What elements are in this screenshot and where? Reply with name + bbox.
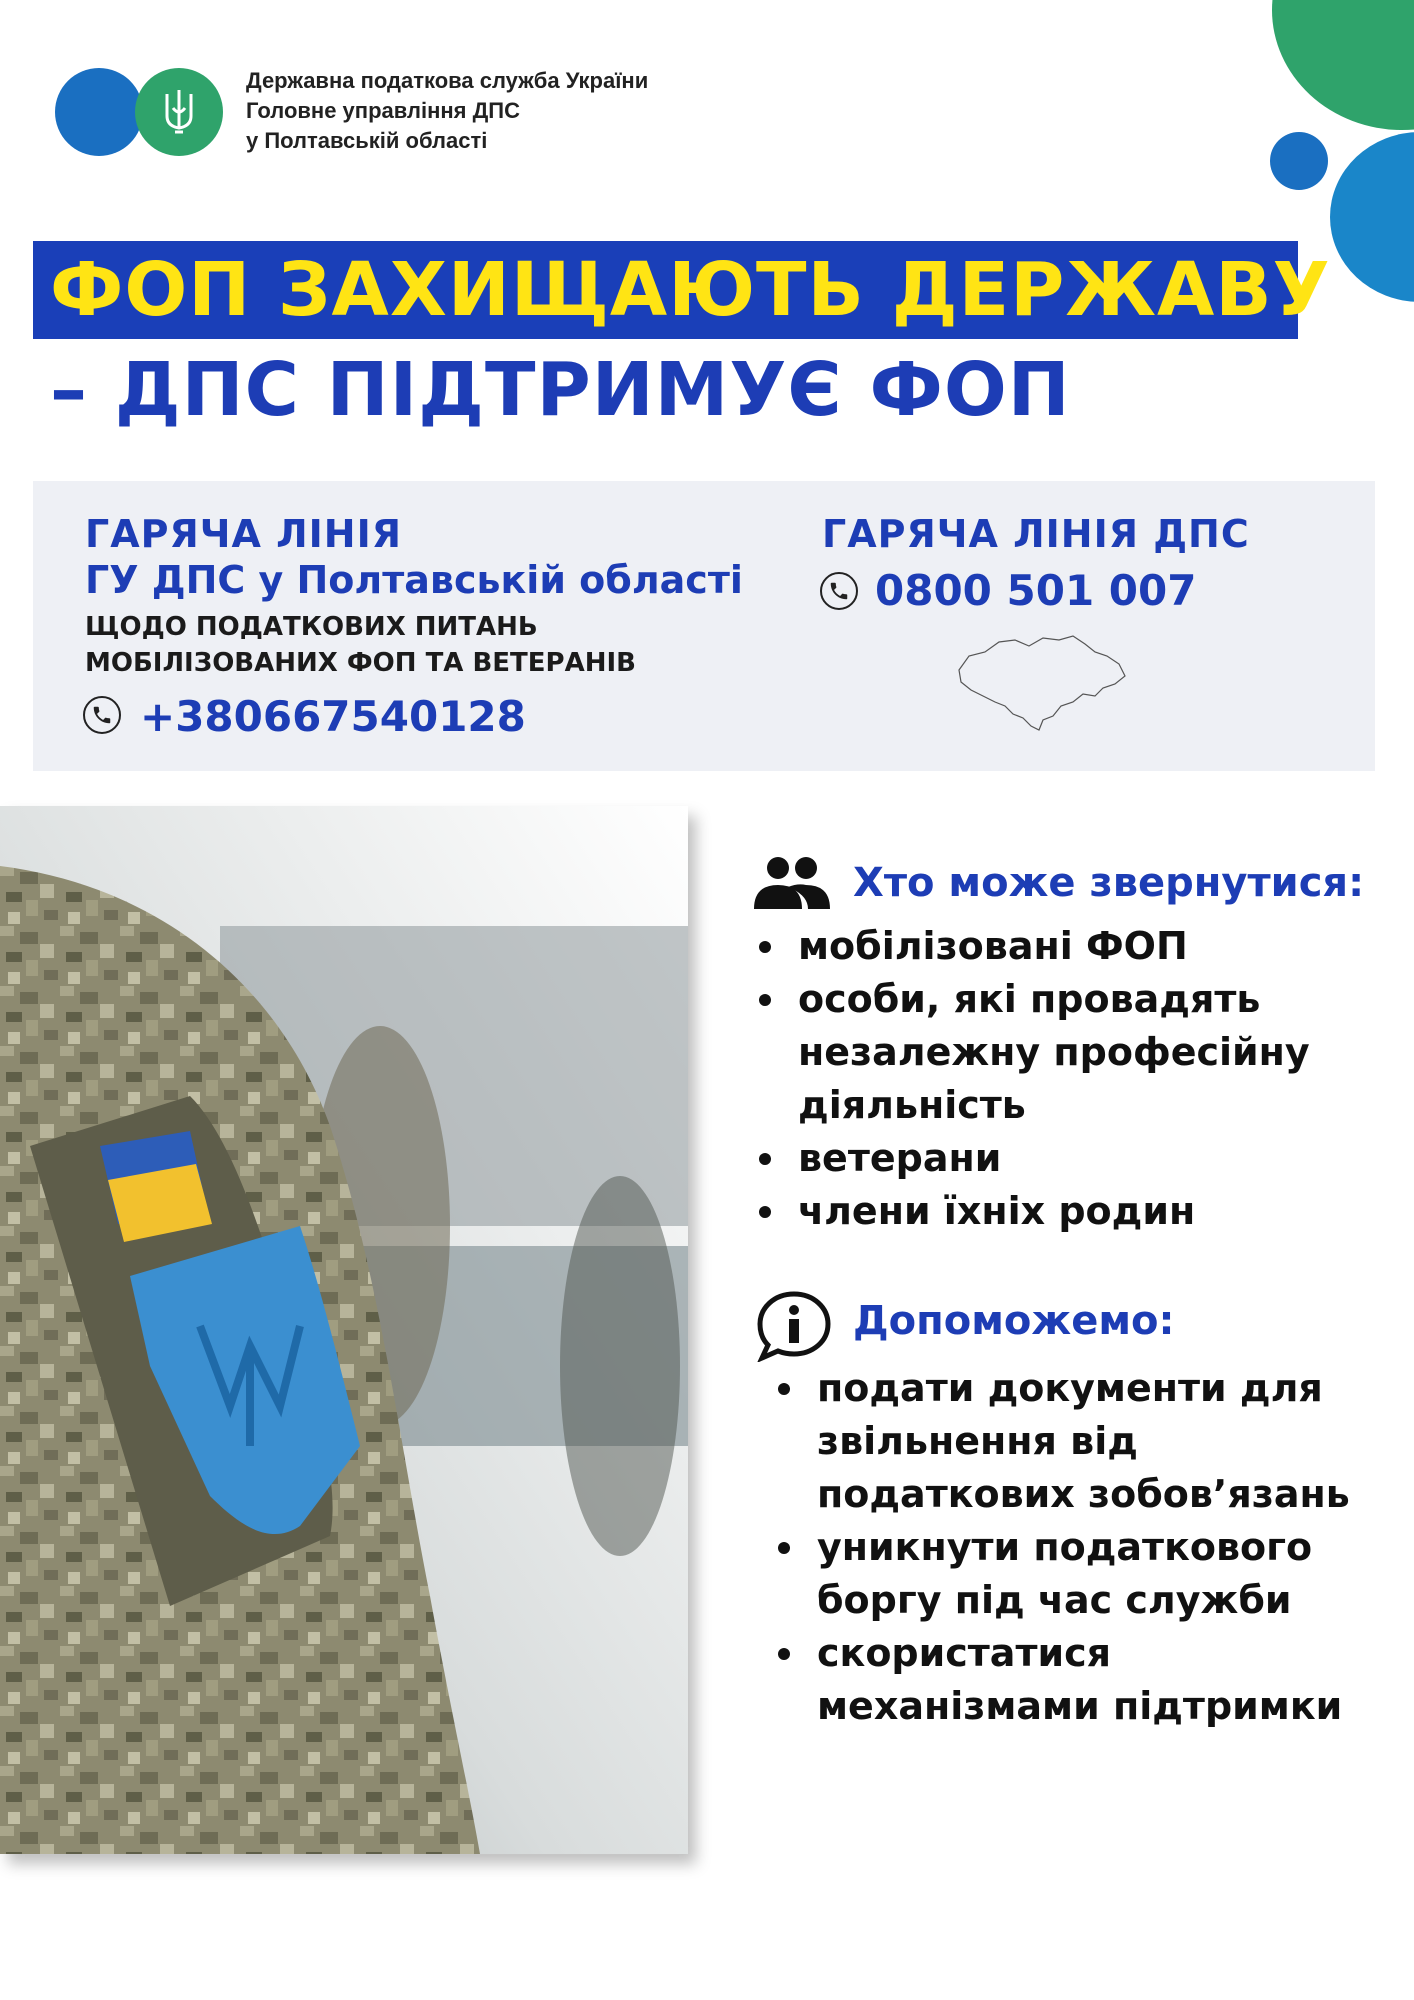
- org-line-3: у Полтавській області: [246, 128, 488, 153]
- decor-circle-blue-small: [1270, 132, 1328, 190]
- regional-hotline-phone[interactable]: +380667540128: [140, 692, 526, 741]
- decor-circle-green: [1272, 0, 1414, 130]
- list-item: члени їхніх родин: [753, 1185, 1353, 1238]
- dps-hotline-title: ГАРЯЧА ЛІНІЯ ДПС: [822, 512, 1250, 556]
- help-list: [772, 1362, 1362, 1733]
- dps-hotline-phone[interactable]: 0800 501 007: [875, 566, 1197, 615]
- org-line-1: Державна податкова служба України: [246, 68, 649, 93]
- org-name: [246, 66, 648, 156]
- who-title: Хто може звернутися:: [853, 860, 1365, 906]
- list-item: уникнути податкового боргу під час служби: [772, 1521, 1362, 1627]
- list-item: подати документи для звільнення від податкових зобов’язань: [772, 1362, 1362, 1521]
- help-title: Допоможемо:: [853, 1298, 1175, 1344]
- headline-line-2: – ДПС ПІДТРИМУЄ ФОП: [50, 347, 1071, 433]
- list-item: особи, які провадять незалежну професійну діяльність: [753, 973, 1353, 1132]
- info-icon: [756, 1290, 832, 1362]
- list-item: скористатися механізмами підтримки: [772, 1627, 1362, 1733]
- regional-hotline-title: ГАРЯЧА ЛІНІЯ: [85, 512, 402, 556]
- dps-logo: [55, 68, 225, 158]
- soldier-photo: [0, 806, 688, 1854]
- ukraine-map-icon: [955, 630, 1130, 742]
- decor-circle-blue-large: [1330, 132, 1414, 302]
- list-item: мобілізовані ФОП: [753, 920, 1353, 973]
- trident-icon: [163, 86, 195, 138]
- headline-line-1: ФОП ЗАХИЩАЮТЬ ДЕРЖАВУ: [50, 247, 1331, 333]
- people-icon: [748, 855, 832, 911]
- regional-hotline-subtitle-1: ЩОДО ПОДАТКОВИХ ПИТАНЬ: [85, 612, 538, 642]
- regional-hotline-subtitle-2: МОБІЛІЗОВАНИХ ФОП ТА ВЕТЕРАНІВ: [85, 648, 636, 678]
- list-item: ветерани: [753, 1132, 1353, 1185]
- who-list: [753, 920, 1353, 1238]
- regional-hotline-office: ГУ ДПС у Полтавській області: [85, 558, 743, 602]
- phone-icon: [820, 572, 858, 610]
- org-line-2: Головне управління ДПС: [246, 98, 520, 123]
- phone-icon: [83, 696, 121, 734]
